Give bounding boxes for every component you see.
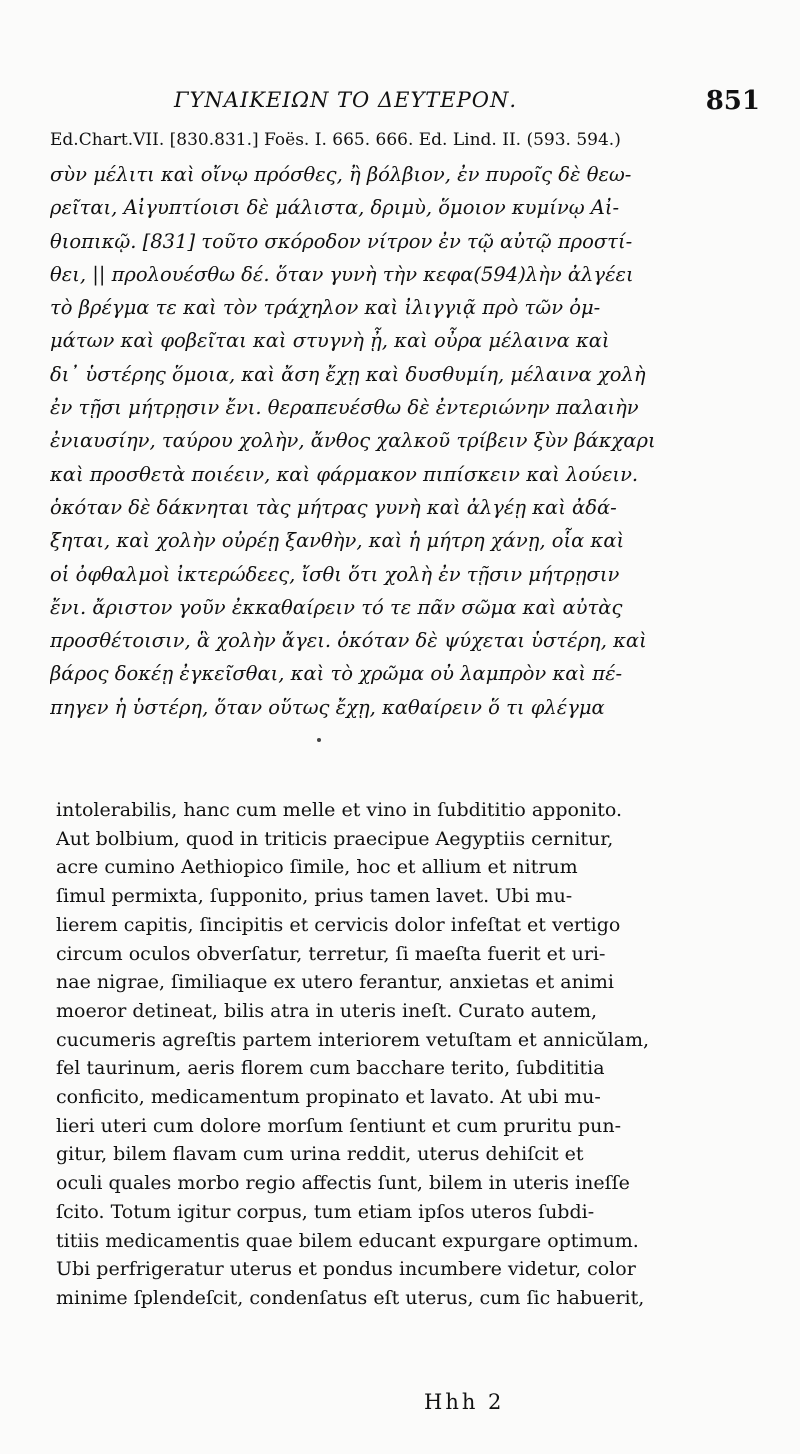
running-title: ΓΥΝΑΙΚΕΙΩΝ ΤΟ ΔΕΥΤΕΡΟΝ. [174,88,518,112]
page-header [40,80,780,120]
latin-line: cucumeris agreſtis partem interiorem vetuſtam et annicŭlam, [56,1028,650,1051]
latin-line: minime ſplendeſcit, condenſatus eſt uterus, cum ſic habuerit, [56,1286,645,1309]
edition-references: Ed.Chart.VII. [830.831.] Foës. I. 665. 666. Ed. Lind. II. (593. 594.) [50,130,621,150]
greek-line: προσθέτοισιν, ἃ χολὴν ἄγει. ὁκόταν δὲ ψύχεται ὑστέρη, καὶ [50,629,647,653]
latin-line: gitur, bilem flavam cum urina reddit, uterus dehiſcit et [56,1143,584,1166]
latin-line: ſcito. Totum igitur corpus, tum etiam ipſos uteros ſubdi- [56,1200,595,1223]
latin-line: lierem capitis, ſincipitis et cervicis dolor infeſtat et vertigo [56,913,621,936]
page-number: 851 [705,86,760,116]
latin-line: lieri uteri cum dolore morſum ſentiunt et cum pruritu pun- [56,1114,622,1137]
greek-text-block [50,158,770,724]
latin-line: titiis medicamentis quae bilem educant expurgare optimum. [56,1229,639,1252]
latin-translation-block [56,796,766,1313]
greek-line: καὶ προσθετὰ ποιέειν, καὶ φάρμακον πιπίσκειν καὶ λούειν. [50,462,639,486]
greek-line: ὁκόταν δὲ δάκνηται τὰς μήτρας γυνὴ καὶ ἀλγέῃ καὶ ἀδά- [50,495,617,519]
greek-line: ξηται, καὶ χολὴν οὐρέῃ ξανθὴν, καὶ ἡ μήτρη χάνῃ, οἷα καὶ [50,529,625,553]
latin-line: intolerabilis, hanc cum melle et vino in ſubdititio apponito. [56,799,623,821]
latin-line: fel taurinum, aeris florem cum bacchare terito, ſubdititia [56,1057,605,1080]
latin-line: moeror detineat, bilis atra in uteris ineſt. Curato autem, [56,999,598,1022]
greek-line: δι᾽ ὑστέρης ὅμοια, καὶ ἄση ἔχῃ καὶ δυσθυμίη, μέλαινα χολὴ [50,362,646,386]
greek-line: ἐν τῇσι μήτρῃσιν ἔνι. θεραπευέσθω δὲ ἐντεριώνην παλαιὴν [50,396,639,420]
latin-line: acre cumino Aethiopico ſimile, hoc et allium et nitrum [56,856,578,879]
greek-line: πηγεν ἡ ὑστέρη, ὅταν οὕτως ἔχῃ, καθαίρειν ὅ τι φλέγμα [50,695,605,719]
latin-line: circum oculos obverſatur, terretur, ſi maeſta fuerit et uri- [56,942,606,965]
latin-line: Aut bolbium, quod in triticis praecipue Aegyptiis cernitur, [56,827,614,850]
greek-line: ἔνι. ἄριστον γοῦν ἐκκαθαίρειν τό τε πᾶν σῶμα καὶ αὐτὰς [50,595,623,619]
signature-mark: Hhh 2 [424,1390,505,1414]
greek-line: θει, || προλουέσθω δέ. ὅταν γυνὴ τὴν κεφα(594)λὴν ἀλγέει [50,262,634,286]
latin-line: conficito, medicamentum propinato et lavato. At ubi mu- [56,1086,601,1109]
latin-line: nae nigrae, ſimiliaque ex utero ferantur, anxietas et animi [56,971,614,994]
greek-line: οἱ ὀφθαλμοὶ ἰκτερώδεες, ἴσθι ὅτι χολὴ ἐν τῇσιν μήτρῃσιν [50,562,620,586]
latin-line: ſimul permixta, ſupponito, prius tamen lavet. Ubi mu- [56,885,573,908]
greek-line: ἐνιαυσίην, ταύρου χολὴν, ἄνθος χαλκοῦ τρίβειν ξὺν βάκχαρι [50,429,656,453]
latin-line: oculi quales morbo regio affectis ſunt, bilem in uteris ineſſe [56,1172,630,1195]
latin-line: Ubi perfrigeratur uterus et pondus incumbere videtur, color [56,1258,636,1281]
greek-line: σὺν μέλιτι καὶ οἴνῳ πρόσθες, ἢ βόλβιον, ἐν πυροῖς δὲ θεω- [50,163,632,186]
section-separator-dot [317,738,321,742]
greek-line: τὸ βρέγμα τε καὶ τὸν τράχηλον καὶ ἰλιγγιᾷ πρὸ τῶν ὀμ- [50,296,601,320]
greek-line: βάρος δοκέῃ ἐγκεῖσθαι, καὶ τὸ χρῶμα οὐ λαμπρὸν καὶ πέ- [50,662,623,686]
greek-line: ρεῖται, Αἰγυπτίοισι δὲ μάλιστα, δριμὺ, ὅμοιον κυμίνῳ Αἰ- [50,196,620,220]
greek-line: μάτων καὶ φοβεῖται καὶ στυγνὴ ᾖ, καὶ οὖρα μέλαινα καὶ [50,329,610,353]
greek-line: θιοπικῷ. [831] τοῦτο σκόροδον νίτρον ἐν τῷ αὐτῷ προστί- [50,229,633,253]
